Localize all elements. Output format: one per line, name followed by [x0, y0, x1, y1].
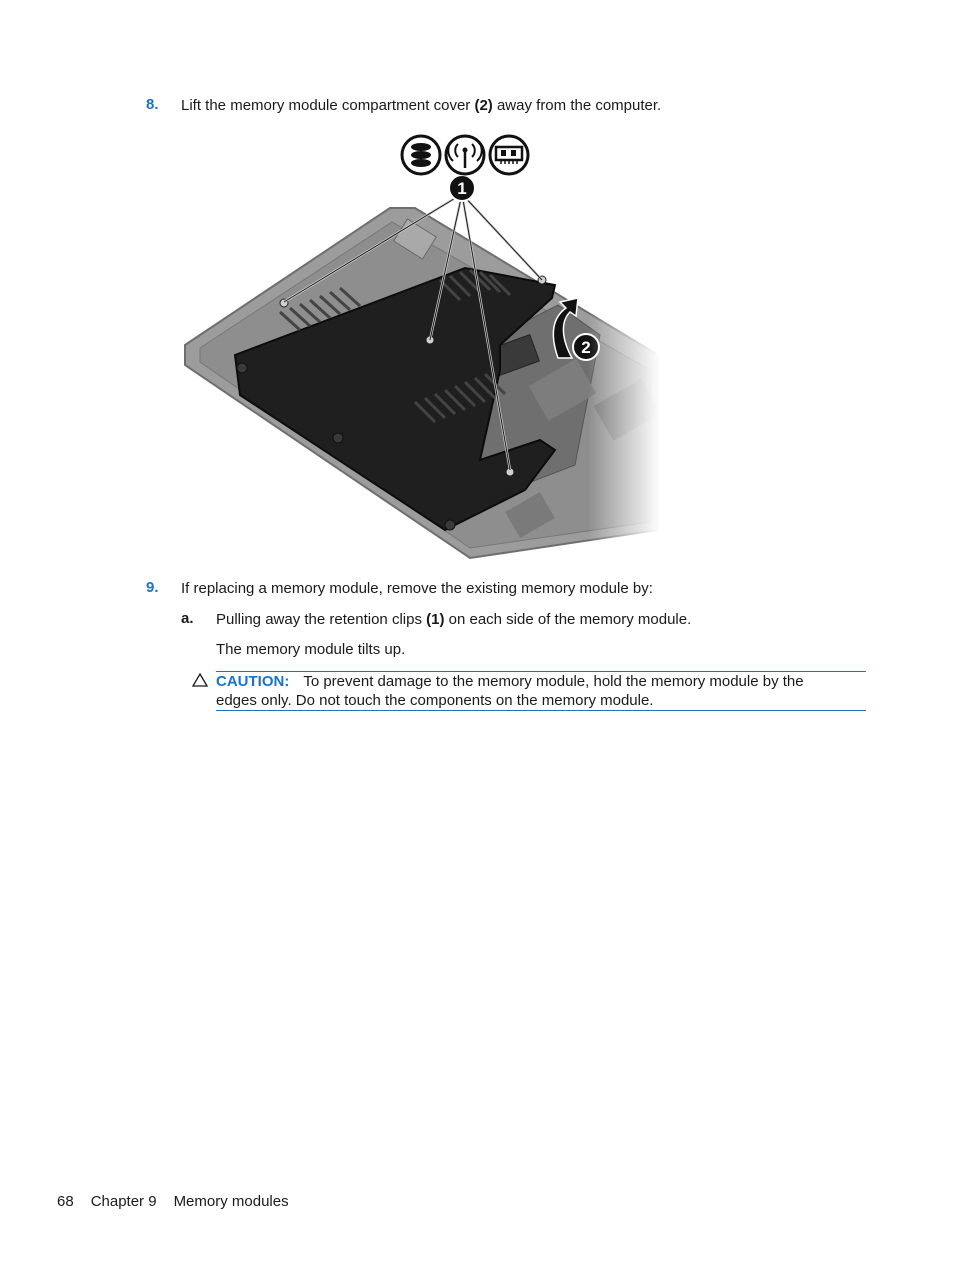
substep-a-text-before: Pulling away the retention clips: [216, 611, 427, 628]
step-8-text: [181, 96, 661, 115]
substep-a-letter: a.: [181, 610, 194, 627]
caution-label: CAUTION:: [216, 673, 290, 690]
step-8-number: 8.: [146, 96, 159, 113]
caution-triangle-icon: [192, 672, 208, 688]
page-number: 68: [57, 1193, 74, 1210]
footer-chapter: Chapter 9: [90, 1193, 157, 1210]
step-8-text-after: away from the computer.: [492, 97, 662, 114]
page-footer: [57, 1193, 306, 1210]
substep-a-text: [216, 610, 691, 629]
substep-a-callout-ref: (1): [426, 611, 445, 628]
step-9-text: If replacing a memory module, remove the existing memory module by:: [181, 580, 653, 597]
caution-line-2: edges only. Do not touch the components on the memory module.: [216, 692, 654, 709]
footer-title: Memory modules: [173, 1193, 289, 1210]
caution-line-1: [216, 672, 804, 691]
caution-text-1: To prevent damage to the memory module, hold the memory module by the: [303, 673, 804, 690]
memory-compartment-figure: [180, 130, 660, 560]
step-8-text-before: Lift the memory module compartment cover: [181, 97, 475, 114]
substep-a-text-after: on each side of the memory module.: [444, 611, 692, 628]
caution-notice: [216, 671, 866, 711]
step-9-number: 9.: [146, 579, 159, 596]
step-8-callout-ref: (2): [474, 97, 493, 114]
substep-a-result: The memory module tilts up.: [216, 641, 406, 658]
laptop-bottom-illustration: [180, 130, 660, 560]
